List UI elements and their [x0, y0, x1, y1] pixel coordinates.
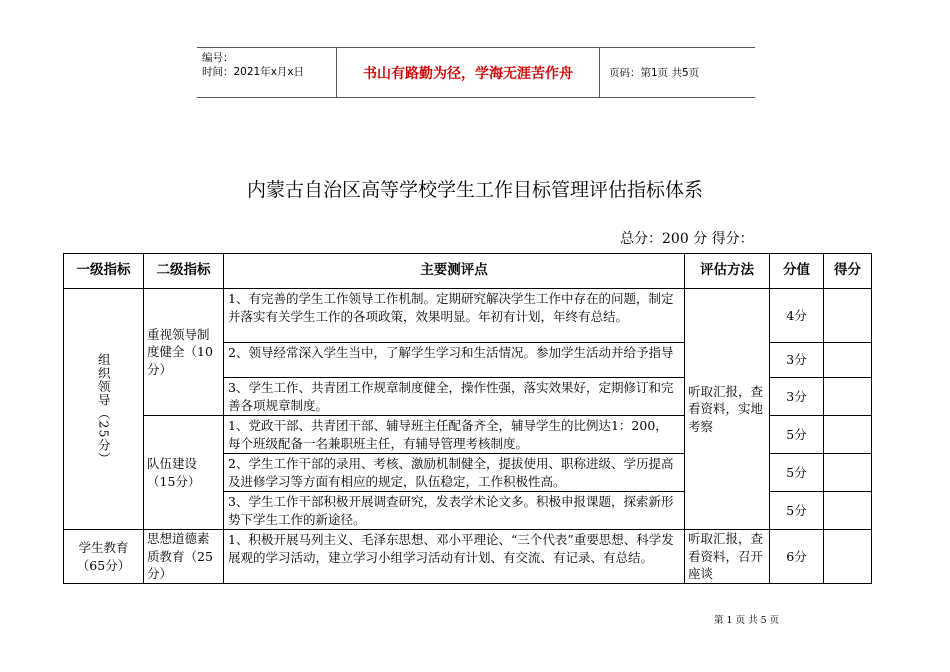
point-3: 3、学生工作、共青团工作规章制度健全，操作性强，落实效果好，定期修订和完善各项规章制度。 [224, 378, 685, 416]
page-number-label: 页码：第1页 共5页 [609, 67, 700, 79]
level2-moral: 思想道德素质教育（25分） [144, 530, 224, 584]
table-row [64, 289, 872, 343]
table-header-row [64, 254, 872, 289]
col-level2: 二级指标 [144, 254, 224, 289]
got-4 [824, 416, 872, 454]
edu-got-1 [824, 530, 872, 584]
total-score: 总分：200 分 得分： [620, 231, 754, 247]
level1-edu: 学生教育（65分） [64, 530, 144, 584]
page-header [197, 47, 755, 98]
score-5: 5分 [770, 454, 824, 492]
motto: 书山有路勤为径，学海无涯苦作舟 [337, 48, 600, 97]
got-6 [824, 492, 872, 530]
level2-system: 重视领导制度健全（10分） [144, 289, 224, 416]
score-3: 3分 [770, 378, 824, 416]
table-row [64, 530, 872, 584]
date-label: 时间：2021年x月x日 [202, 66, 305, 78]
document-title: 内蒙古自治区高等学校学生工作目标管理评估指标体系 [246, 179, 703, 201]
doc-number-label: 编号： [202, 52, 234, 64]
point-5: 2、学生工作干部的录用、考核、激励机制健全，提拔使用、职称进级、学历提高及进修学习等方面有相应的规定，队伍稳定，工作积极性高。 [224, 454, 685, 492]
col-level1: 一级指标 [64, 254, 144, 289]
edu-point-1: 1、积极开展马列主义、毛泽东思想、邓小平理论、“三个代表”重要思想、科学发展观的学习活动，建立学习小组学习活动有计划、有交流、有记录、有总结。 [224, 530, 685, 584]
score-4: 5分 [770, 416, 824, 454]
got-3 [824, 378, 872, 416]
header-meta [197, 48, 337, 97]
method-1: 听取汇报，查看资料，实地考察 [685, 289, 770, 530]
point-1: 1、有完善的学生工作领导工作机制。定期研究解决学生工作中存在的问题，制定并落实有关学生工作的各项政策，效果明显。年初有计划，年终有总结。 [224, 289, 685, 343]
point-6: 3、学生工作干部积极开展调查研究，发表学术论文多。积极申报课题，探索新形势下学生工作的新途径。 [224, 492, 685, 530]
score-1: 4分 [770, 289, 824, 343]
got-2 [824, 343, 872, 378]
point-2: 2、领导经常深入学生当中，了解学生学习和生活情况。参加学生活动并给予指导 [224, 343, 685, 378]
page-footer: 第 1 页 共 5 页 [714, 615, 780, 626]
col-got: 得分 [824, 254, 872, 289]
col-method: 评估方法 [685, 254, 770, 289]
col-score: 分值 [770, 254, 824, 289]
method-2: 听取汇报，查看资料，召开座谈 [685, 530, 770, 584]
got-1 [824, 289, 872, 343]
score-2: 3分 [770, 343, 824, 378]
score-6: 5分 [770, 492, 824, 530]
edu-score-1: 6分 [770, 530, 824, 584]
point-4: 1、党政干部、共青团干部、辅导班主任配备齐全，辅导学生的比例达1：200，每个班级配备一名兼职班主任，有辅导管理考核制度。 [224, 416, 685, 454]
level2-team: 队伍建设（15分） [144, 416, 224, 530]
evaluation-table [63, 253, 872, 584]
got-5 [824, 454, 872, 492]
level1-org: 组织领导（25分） [64, 289, 144, 530]
col-points: 主要测评点 [224, 254, 685, 289]
